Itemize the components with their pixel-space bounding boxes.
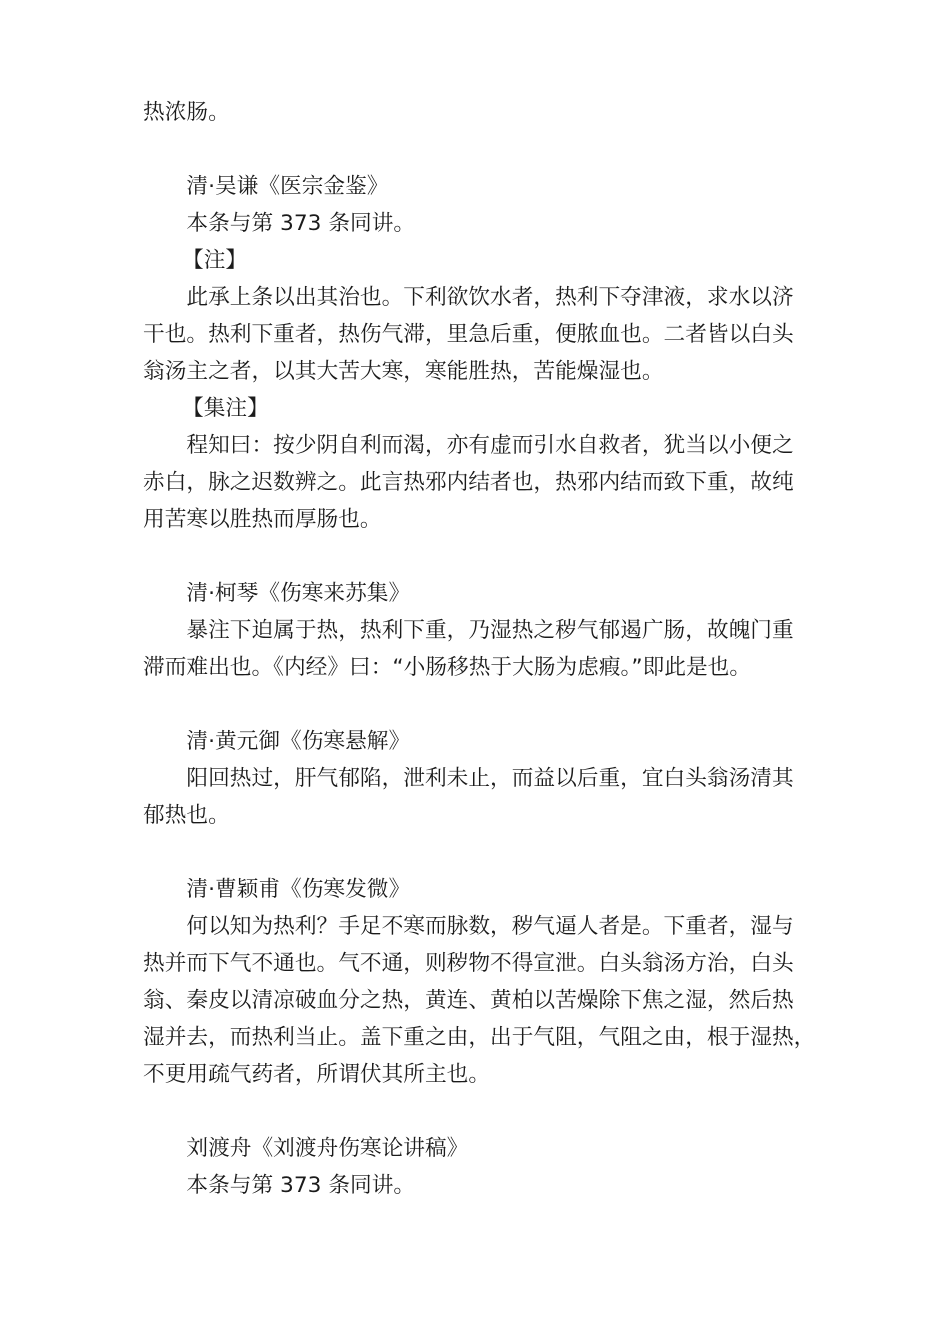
commentary-liu-duzhou bbox=[143, 1130, 843, 1204]
text-line: 此承上条以出其治也。下利欲饮水者，热利下夺津液，求水以济 bbox=[186, 285, 794, 310]
text-line: 程知曰：按少阴自利而渴，亦有虚而引水自救者，犹当以小便之 bbox=[186, 433, 794, 458]
continuation-paragraph bbox=[143, 94, 843, 131]
text-line: 翁汤主之者，以其大苦大寒，寒能胜热，苦能燥湿也。 bbox=[143, 359, 664, 384]
subheading-zhu: 【注】 bbox=[182, 248, 248, 273]
commentary-ke-qin bbox=[143, 575, 843, 686]
section-heading: 清·曹颖甫《伤寒发微》 bbox=[186, 877, 411, 902]
text-line: 赤白，脉之迟数辨之。此言热邪内结者也，热邪内结而致下重，故纯 bbox=[143, 470, 794, 495]
text-line: 干也。热利下重者，热伤气滞，里急后重，便脓血也。二者皆以白头 bbox=[143, 322, 794, 347]
text-line: 郁热也。 bbox=[143, 803, 230, 828]
section-heading: 清·吴谦《医宗金鉴》 bbox=[186, 174, 389, 199]
text-line: 湿并去，而热利当止。盖下重之由，出于气阻，气阻之由，根于湿热， bbox=[143, 1025, 816, 1050]
text-line: 不更用疏气药者，所谓伏其所主也。 bbox=[143, 1062, 491, 1087]
commentary-huang-yuanyu bbox=[143, 723, 843, 834]
text-line: 热浓肠。 bbox=[143, 100, 230, 125]
section-heading: 刘渡舟《刘渡舟伤寒论讲稿》 bbox=[186, 1136, 469, 1161]
commentary-wu-qian bbox=[143, 168, 843, 538]
text-line: 阳回热过，肝气郁陷，泄利未止，而益以后重，宜白头翁汤清其 bbox=[186, 766, 794, 791]
text-line: 本条与第 373 条同讲。 bbox=[186, 211, 416, 236]
text-line: 何以知为热利？手足不寒而脉数，秽气逼人者是。下重者，湿与 bbox=[186, 914, 794, 939]
text-line: 暴注下迫属于热，热利下重，乃湿热之秽气郁遏广肠，故魄门重 bbox=[186, 618, 794, 643]
commentary-cao-yingfu bbox=[143, 871, 843, 1093]
section-heading: 清·柯琴《伤寒来苏集》 bbox=[186, 581, 411, 606]
section-heading: 清·黄元御《伤寒悬解》 bbox=[186, 729, 411, 754]
subheading-jizhu: 【集注】 bbox=[182, 396, 269, 421]
text-line: 滞而难出也。《内经》曰：“小肠移热于大肠为虑瘕。”即此是也。 bbox=[143, 655, 752, 680]
text-line: 翁、秦皮以清凉破血分之热，黄连、黄柏以苦燥除下焦之湿，然后热 bbox=[143, 988, 794, 1013]
text-line: 热并而下气不通也。气不通，则秽物不得宣泄。白头翁汤方治，白头 bbox=[143, 951, 794, 976]
text-line: 本条与第 373 条同讲。 bbox=[186, 1173, 416, 1198]
document-body bbox=[143, 94, 843, 1204]
text-line: 用苦寒以胜热而厚肠也。 bbox=[143, 507, 382, 532]
